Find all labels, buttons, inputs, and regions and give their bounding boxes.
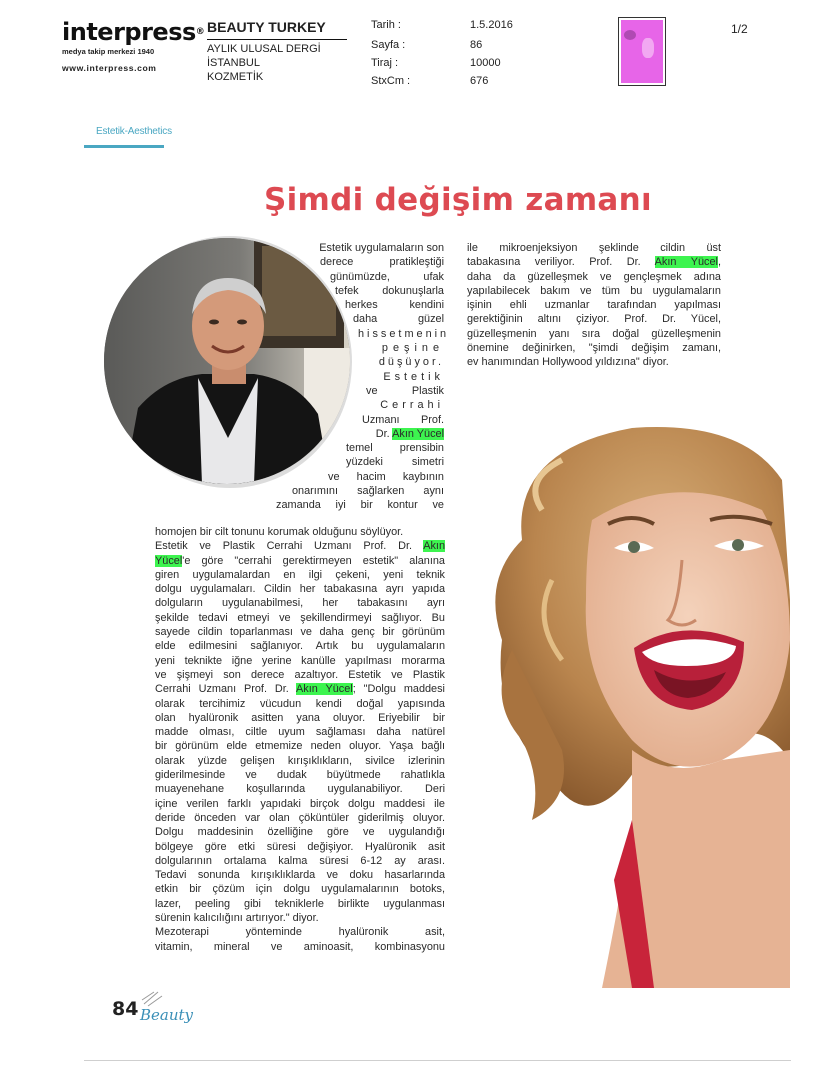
text-line: daha da güzelleşmek ve gençleşmek adına (467, 270, 721, 283)
text-line: ve hacim kaybının (328, 470, 444, 483)
text-line: yeni teknikte iğne yerine kanülle yapılması morarma (155, 654, 445, 667)
publication-name: BEAUTY TURKEY (207, 18, 347, 40)
page-label: Sayfa : (371, 39, 406, 51)
article-body-right (467, 241, 721, 370)
magazine-page-number: 84 (112, 998, 139, 1020)
text-line: deride önceden var olan çöküntüler giderilmiş oluyor. (155, 811, 445, 824)
date-value: 1.5.2016 (470, 19, 513, 31)
text-line: Mezoterapi yönteminde hyalüronik asit, (155, 926, 445, 939)
page-count: 1/2 (731, 22, 748, 36)
text-line: Tedavi sonunda kırışıklıklarda ve doku hasarlarında (155, 869, 445, 882)
text-line: herkes kendini (345, 299, 444, 312)
text-line: tabakasına veriliyor. Prof. Dr. Akın Yücel, (467, 256, 721, 269)
clipping-header (0, 0, 835, 100)
text-line: madde olması, ciltle uyum sağlaması daha natürel (155, 726, 445, 739)
section-underline (84, 145, 164, 148)
text-line: hissetmenin (358, 327, 450, 340)
text-line: Dolgu maddesinin özelliğine göre ve uygulandığı (155, 826, 445, 839)
text-line: olan hyalüronik asitten yana oluyor. Eriyebilir bir (155, 711, 445, 724)
text-line: etkin bir çözüm için dolgu uygulamalarının botoks, (155, 883, 445, 896)
text-line: Uzmanı Prof. (362, 413, 444, 426)
text-line: sürenin kalıcılığını artırıyor." diyor. (155, 912, 319, 925)
circulation-value: 10000 (470, 57, 501, 69)
text-line: derece pratikleştiği (320, 256, 444, 269)
text-line: yüzdeki simetri (346, 456, 444, 469)
text-line: zamanda iyi bir kontur ve (276, 499, 444, 512)
page-thumbnail[interactable] (618, 17, 666, 86)
text-line: elde edilmesini sağlanıyor. Artık bu uygulamaların (155, 640, 445, 653)
name-highlight: Akın (423, 540, 445, 553)
publication-city: İSTANBUL (207, 57, 260, 69)
text-line: giren uygulamalardan en ilgi çekeni, yeni teknik (155, 568, 445, 581)
logo-url: www.interpress.com (62, 63, 157, 73)
intro-wrap-text (276, 241, 450, 513)
name-highlight: Akın Yücel (296, 683, 353, 696)
text-line: daha güzel (353, 313, 444, 326)
text-line: yapılabilecek bakım ve tüm bu uygulamaların (467, 284, 721, 297)
text-line: Estetik ve Plastik Cerrahi Uzmanı Prof. Dr. Akın (155, 540, 445, 553)
text-line: içine verilen farklı yapıdaki birçok dolgu maddesi ile (155, 797, 445, 810)
text-line: önemine değinirken, "şimdi değişim zamanı, (467, 342, 721, 355)
brand-wordmark: Beauty (140, 1006, 194, 1024)
text-line: homojen bir cilt tonunu korumak olduğunu söylüyor. (155, 526, 404, 538)
text-line: ve şişmeyi son derece azaltıyor. Estetik ve Plastik (155, 668, 445, 681)
text-line: onarımını sağlarken aynı (292, 485, 444, 498)
publication-category: KOZMETİK (207, 71, 264, 83)
publication-frequency: AYLIK ULUSAL DERGİ (207, 43, 321, 55)
meta-labels (371, 18, 410, 92)
date-label: Tarih : (371, 19, 401, 31)
interpress-logo (62, 18, 205, 82)
logo-tagline: medya takip merkezi 1940 (62, 47, 155, 56)
text-line: ve Plastik (366, 384, 444, 397)
text-line: Cerrahi (380, 399, 444, 412)
text-line: peşine (381, 342, 444, 355)
page-value: 86 (470, 39, 483, 51)
text-line: güzelleşmenin yanı sıra doğal güzelleşmenin (467, 327, 721, 340)
size-value: 676 (470, 75, 489, 87)
text-line: düşüyor. (378, 356, 444, 369)
name-highlight: Akın Yücel (654, 256, 718, 269)
size-label: StxCm : (371, 75, 411, 87)
text-line: tefek dokunuşlarla (335, 284, 444, 297)
text-line: şekilde tedavi etmeyi ve şekillendirmeyi sağlıyor. Bu (155, 611, 445, 624)
article-headline: Şimdi değişim zamanı (264, 182, 652, 218)
text-line: giderilmesinde ve dudak büyütmede rahatlıkla (155, 769, 445, 782)
text-line: lazer, peeling gibi tekniklerle birlikte uygulanması (155, 897, 445, 910)
text-line: olarak tercihimiz vücudun kendi doğal yapısında (155, 697, 445, 710)
text-line: Dr. Akın Yücel (375, 427, 444, 440)
text-line: bölgeye göre etki süresi değişiyor. Hyalüronik asit (155, 840, 445, 853)
text-line: günümüzde, ufak (330, 270, 444, 283)
text-line: dolgu uygulamaları. Cildin her tabakasına ayrı yapıda (155, 583, 445, 596)
logo-wordmark: interpress® (62, 18, 205, 46)
text-line: ev hanımından Hollywood yıldızına" diyor. (467, 356, 669, 369)
page-bottom-divider (84, 1060, 791, 1061)
text-line: ile mikroenjeksiyon şeklinde cildin üst (467, 242, 721, 254)
section-label: Estetik-Aesthetics (96, 126, 172, 137)
meta-values (470, 18, 513, 92)
text-line: dolgularının ortalama kalma süresi 6-12 ay arası. (155, 854, 445, 867)
name-highlight: Akın Yücel (392, 427, 444, 440)
name-highlight: Yücel (155, 554, 183, 567)
text-line: sayede cildin toparlanması ve daha genç bir görünüm (155, 626, 445, 639)
text-line: muayenehane koşullarında uygulanabiliyor. Deri (155, 783, 445, 796)
text-line: Cerrahi Uzmanı Prof. Dr. Akın Yücel; "Dolgu maddesi (155, 683, 445, 696)
text-line: temel prensibin (346, 442, 444, 455)
text-line: bir görünüm elde etmemize neden oluyor. Yaşa bağlı (155, 740, 445, 753)
circulation-label: Tiraj : (371, 57, 399, 69)
article-body-left (155, 525, 445, 954)
text-line: dolguların uygulanabilmesi, her tabakasını ayrı (155, 597, 445, 610)
beauty-brand-logo (138, 990, 212, 1030)
text-line: Estetik (383, 370, 444, 383)
text-line: işinin ehli uzmanlar tarafından yapılması (467, 299, 721, 312)
publication-info (207, 18, 347, 84)
text-line: vitamin, mineral ve aminoasit, kombinasyonu (155, 940, 445, 953)
text-line: Estetik uygulamaların son (319, 242, 444, 254)
text-line: Yücel'e göre "cerrahi gerektirmeyen estetik" alanına (155, 554, 445, 567)
text-line: olarak yüzde gelişen kırışıklıkların, sivilce izlerinin (155, 754, 445, 767)
text-line: gerektiğinin altını çiziyor. Prof. Dr. Yücel, (467, 313, 721, 326)
smiling-woman-photo (482, 420, 790, 988)
